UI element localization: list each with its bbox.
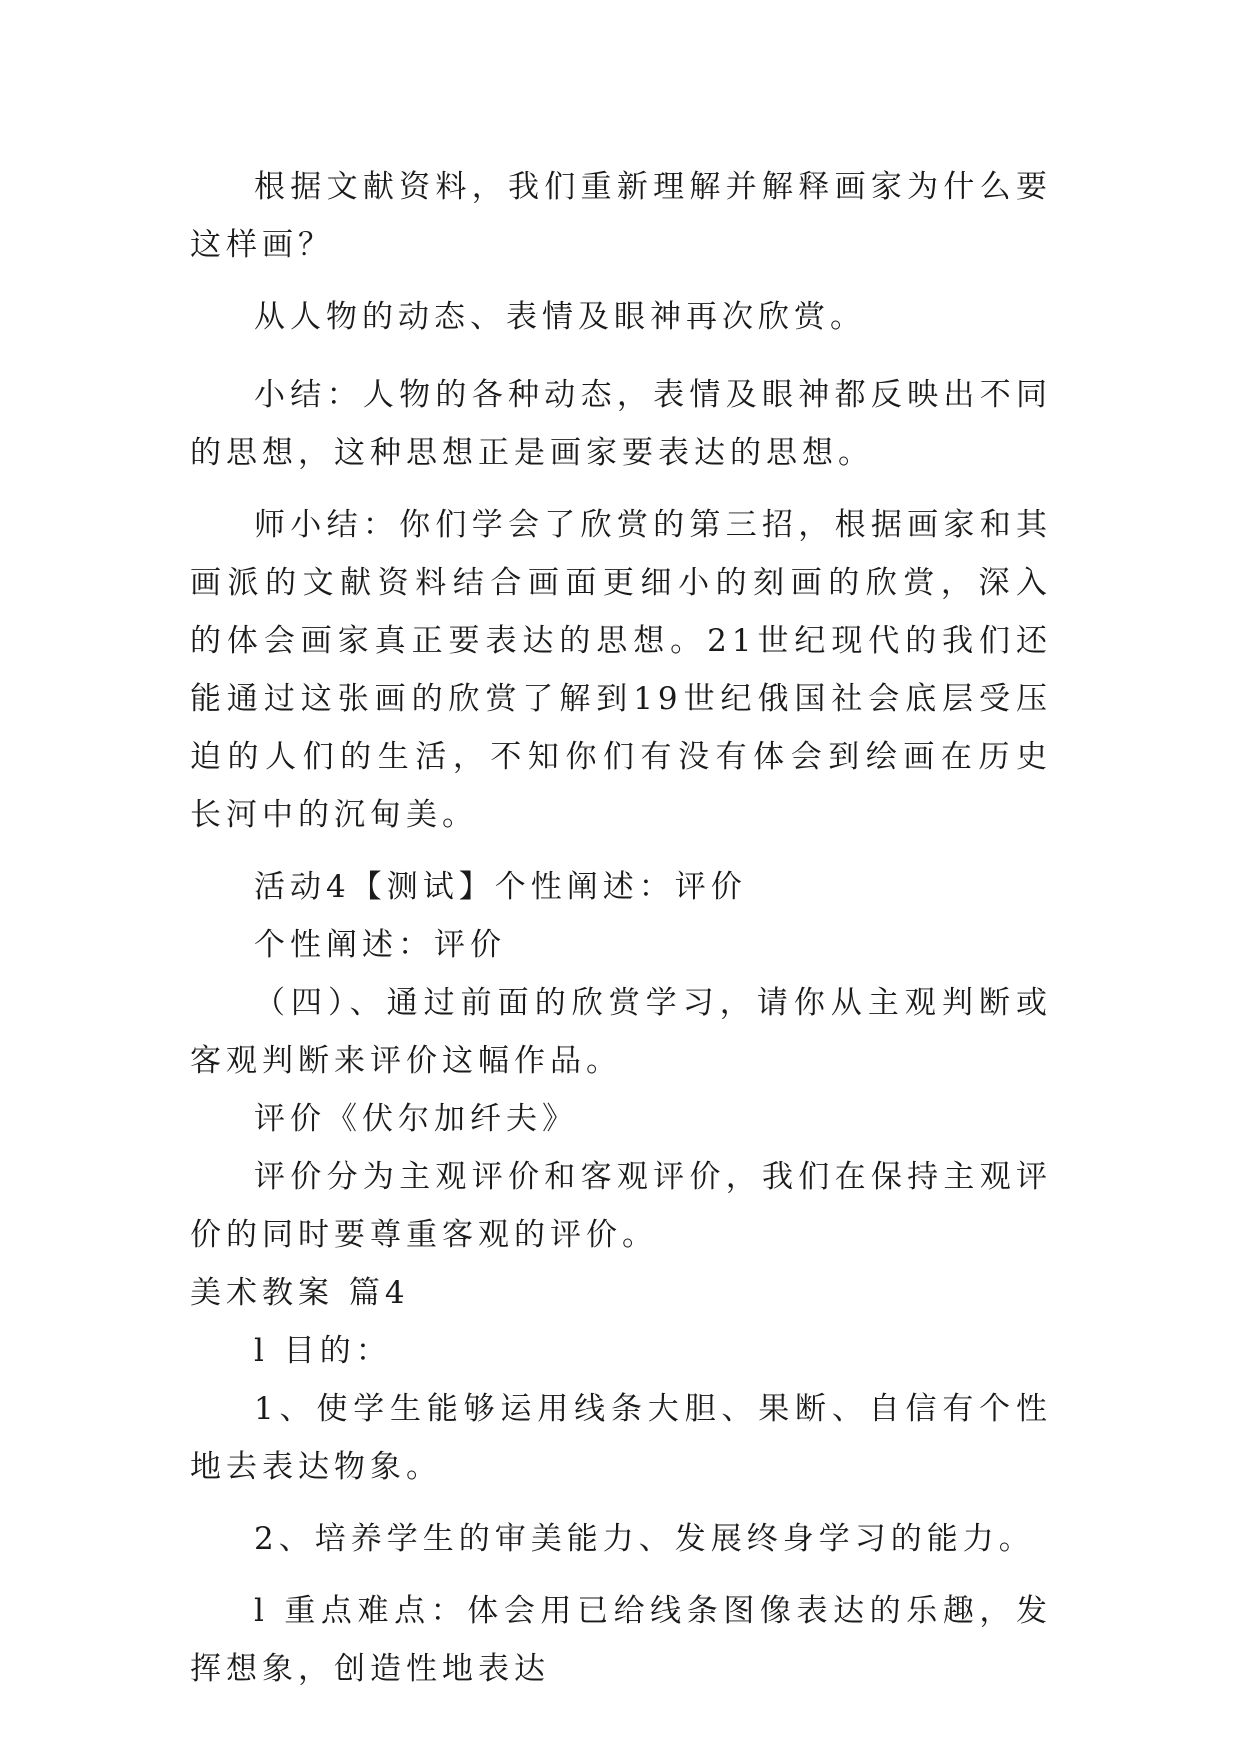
list-item: 2、培养学生的审美能力、发展终身学习的能力。 xyxy=(254,1521,1035,1557)
document-body xyxy=(190,158,1052,1698)
paragraph: （四）、通过前面的欣赏学习，请你从主观判断或客观判断来评价这幅作品。 xyxy=(190,985,1052,1079)
paragraph: 根据文献资料，我们重新理解并解释画家为什么要这样画？ xyxy=(190,169,1052,263)
list-item: 1、使学生能够运用线条大胆、果断、自信有个性地去表达物象。 xyxy=(190,1391,1052,1485)
list-heading: l 目的： xyxy=(254,1333,392,1369)
paragraph: 小结：人物的各种动态，表情及眼神都反映出不同的思想，这种思想正是画家要表达的思想。 xyxy=(190,377,1052,471)
paragraph: 从人物的动态、表情及眼神再次欣赏。 xyxy=(254,299,866,335)
section-heading: 活动4【测试】个性阐述：评价 xyxy=(254,869,747,905)
paragraph: 个性阐述：评价 xyxy=(254,927,506,963)
section-title: 美术教案 篇4 xyxy=(190,1275,410,1311)
paragraph: 评价分为主观评价和客观评价，我们在保持主观评价的同时要尊重客观的评价。 xyxy=(190,1159,1052,1253)
paragraph: 师小结：你们学会了欣赏的第三招，根据画家和其画派的文献资料结合画面更细小的刻画的欣赏，深入的体会画家真正要表达的思想。21世纪现代的我们还能通过这张画的欣赏了解到19世纪俄国社会底层受压迫的人们的生活，不知你们有没有体会到绘画在历史长河中的沉甸美。 xyxy=(190,507,1052,833)
paragraph: 评价《伏尔加纤夫》 xyxy=(254,1101,578,1137)
list-heading: l 重点难点：体会用已给线条图像表达的乐趣，发挥想象，创造性地表达 xyxy=(190,1593,1052,1687)
